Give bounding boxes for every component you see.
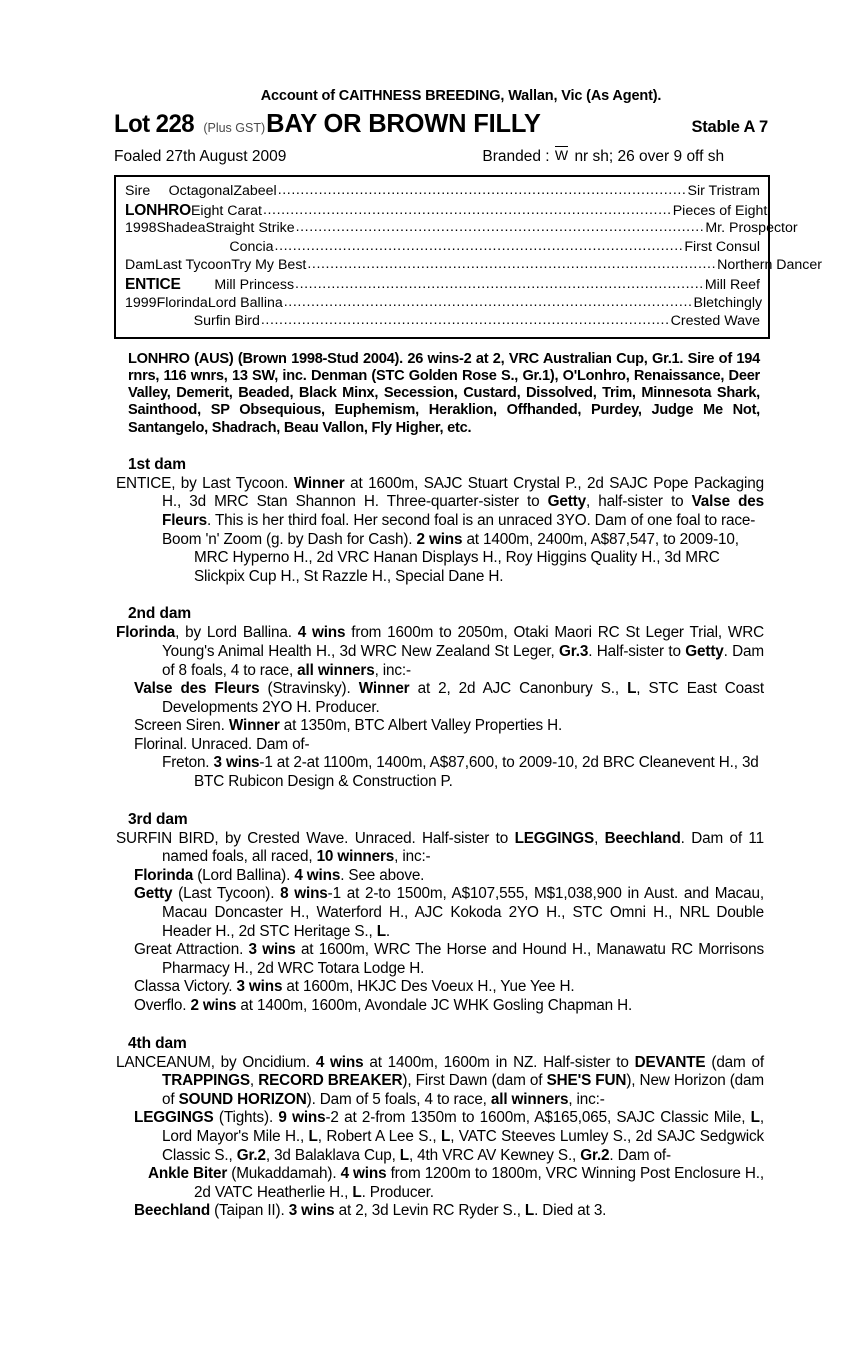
pedigree-parent-name: Shadea bbox=[156, 220, 206, 237]
gst-note: (Plus GST) bbox=[203, 121, 266, 135]
dam-block bbox=[116, 830, 764, 1016]
pedigree-entry: Screen Siren. Winner at 1350m, BTC Albert Valley Properties H. bbox=[134, 717, 563, 735]
pedigree-entry: Beechland (Taipan II). 3 wins at 2, 3d Levin RC Ryder S., L. Died at 3. bbox=[134, 1202, 607, 1220]
pedigree-row bbox=[116, 256, 823, 276]
pedigree-entry: Florinal. Unraced. Dam of- bbox=[134, 735, 310, 753]
leader-dots: .......................................................................................... bbox=[283, 293, 693, 310]
pedigree-entry: LEGGINGS (Tights). 9 wins-2 at 2-from 1350m to 1600m, A$165,065, SAJC Classic Mile, L, Lord Mayor's Mile H., L, Robert A Lee S., L, VATC Steeves Lumley S., 2d SAJC Sedgwick Classic S., Gr.2, 3d Balaklava Cup, L, 4th VRC AV Kewney S., Gr.2. Dam of- bbox=[134, 1109, 764, 1164]
leader-dots: .......................................................................................... bbox=[307, 256, 717, 273]
pedigree-entry: Freton. 3 wins-1 at 2-at 1100m, 1400m, A$87,600, to 2009-10, 2d BRC Cleanevent H., 3d BTC Rubicon Design & Construction P. bbox=[162, 754, 759, 791]
pedigree-entry: Florinda, by Lord Ballina. 4 wins from 1600m to 2050m, Otaki Maori RC St Leger Trial, WRC Young's Animal Health H., 3d WRC New Zealand St Leger, Gr.3. Half-sister to Getty. Dam of 8 foals, 4 to race, all winners, inc:- bbox=[116, 624, 765, 679]
pedigree-label: Dam bbox=[125, 257, 155, 274]
pedigree-entry: Florinda (Lord Ballina). 4 wins. See above. bbox=[134, 866, 425, 884]
dam-block bbox=[116, 475, 764, 587]
pedigree-entry: Overflo. 2 wins at 1400m, 1600m, Avondale JC WHK Gosling Chapman H. bbox=[134, 997, 633, 1015]
pedigree-grandparent-pair bbox=[208, 295, 770, 311]
pedigree-grandparent-pair bbox=[231, 257, 830, 273]
pedigree-gp-sire: Eight Carat bbox=[190, 202, 262, 219]
pedigree-entry: Valse des Fleurs (Stravinsky). Winner at 2, 2d AJC Canonbury S., L, STC East Coast Developments 2YO H. Producer. bbox=[134, 680, 765, 716]
pedigree-grandparent-pair bbox=[194, 313, 768, 329]
dam-heading: 3rd dam bbox=[128, 810, 188, 828]
pedigree-entry: SURFIN BIRD, by Crested Wave. Unraced. Half-sister to LEGGINGS, Beechland. Dam of 11 named foals, all raced, 10 winners, inc:- bbox=[116, 829, 764, 866]
pedigree-entry: Ankle Biter (Mukaddamah). 4 wins from 1200m to 1800m, VRC Winning Post Enclosure H., 2d VATC Heatherlie H., L. Producer. bbox=[148, 1165, 765, 1201]
pedigree-label: Sire bbox=[125, 183, 151, 199]
pedigree-label: 1999 bbox=[125, 294, 157, 311]
pedigree-label: 1998 bbox=[125, 220, 157, 237]
branded-detail: nr sh; 26 over 9 off sh bbox=[574, 148, 725, 165]
colour-and-sex: BAY OR BROWN FILLY bbox=[266, 110, 541, 138]
pedigree-row bbox=[116, 313, 768, 332]
pedigree-entry: Great Attraction. 3 wins at 1600m, WRC The Horse and Hound H., Manawatu RC Morrisons Pharmacy H., 2d WRC Totara Lodge H. bbox=[134, 941, 764, 977]
pedigree-gp-sire: Zabeel bbox=[233, 183, 277, 199]
pedigree-subject-name: LONHRO bbox=[125, 201, 191, 219]
pedigree-gp-sire: Straight Strike bbox=[205, 220, 295, 237]
pedigree-row bbox=[116, 202, 768, 221]
pedigree-gp-dam: Bletchingly bbox=[693, 294, 763, 311]
foaled-date: Foaled 27th August 2009 bbox=[114, 148, 287, 165]
pedigree-gp-sire: Try My Best bbox=[231, 257, 307, 274]
lot-number: Lot 228 bbox=[114, 110, 194, 138]
pedigree-row bbox=[116, 239, 768, 258]
pedigree-parent-name: Octagonal bbox=[168, 183, 234, 199]
pedigree-gp-dam: Mr. Prospector bbox=[705, 220, 798, 237]
pedigree-gp-dam: Northern Dancer bbox=[717, 257, 823, 274]
dam-block bbox=[116, 1054, 764, 1221]
branded-label: Branded : bbox=[482, 148, 550, 165]
sire-summary: LONHRO (AUS) (Brown 1998-Stud 2004). 26 wins-2 at 2, VRC Australian Cup, Gr.1. Sire of 194 rnrs, 116 wnrs, 13 SW, inc. Denman (STC Golden Rose S., Gr.1), O'Lonhro, Renaissance, Deer Valley, Demerit, Beaded, Black Minx, Secession, Custard, Dissolved, Trim, Minnesota Shark, Sainthood, SP Obsequious, Euphemism, Heraklion, Offhanded, Purdey, Judge Me Not, Santangelo, Shadrach, Beau Vallon, Fly Higher, etc. bbox=[128, 350, 760, 436]
pedigree-row bbox=[116, 219, 798, 239]
lot-header-row bbox=[114, 110, 770, 139]
foaled-and-brand-row bbox=[114, 147, 770, 166]
pedigree-gp-sire: Mill Princess bbox=[214, 276, 295, 293]
pedigree-gp-dam: Mill Reef bbox=[704, 276, 760, 293]
pedigree-row bbox=[116, 295, 768, 314]
leader-dots: .......................................................................................... bbox=[262, 201, 672, 218]
pedigree-entry: Getty (Last Tycoon). 8 wins-1 at 2-to 1500m, A$107,555, M$1,038,900 in Aust. and Macau, Macau Doncaster H., Waterford H., AJC Kokoda 2YO H., STC Omni H., NRL Double Header H., 2d STC Heritage S., L. bbox=[134, 885, 764, 940]
leader-dots: .......................................................................................... bbox=[277, 182, 687, 198]
pedigree-parent-name: Last Tycoon bbox=[154, 257, 232, 274]
pedigree-row bbox=[116, 276, 768, 295]
brand-mark-icon: W bbox=[554, 147, 569, 163]
leader-dots: .......................................................................................... bbox=[295, 219, 705, 236]
pedigree-gp-dam: Crested Wave bbox=[670, 313, 760, 330]
pedigree-entry: ENTICE, by Last Tycoon. Winner at 1600m, SAJC Stuart Crystal P., 2d SAJC Pope Packaging H., 3d MRC Stan Shannon H. Three-quarter-sister to Getty, half-sister to Valse des Fleurs. This is her third foal. Her second foal is an unraced 3YO. Dam of one foal to race- bbox=[116, 474, 764, 529]
pedigree-grandparent-pair bbox=[191, 203, 775, 219]
branded-info bbox=[482, 147, 724, 166]
pedigree-parent-name: Florinda bbox=[156, 294, 208, 311]
pedigree-entry: LANCEANUM, by Oncidium. 4 wins at 1400m, 1600m in NZ. Half-sister to DEVANTE (dam of TRAPPINGS, RECORD BREAKER), First Dawn (dam of SHE'S FUN), New Horizon (dam of SOUND HORIZON). Dam of 5 foals, 4 to race, all winners, inc:- bbox=[116, 1053, 764, 1108]
leader-dots: .......................................................................................... bbox=[260, 312, 670, 329]
pedigree-gp-dam: First Consul bbox=[684, 238, 760, 255]
pedigree-gp-dam: Sir Tristram bbox=[687, 183, 760, 199]
leader-dots: .......................................................................................... bbox=[295, 275, 704, 292]
account-line: Account of CAITHNESS BREEDING, Wallan, Vic (As Agent). bbox=[260, 88, 662, 104]
pedigree-grandparent-pair bbox=[229, 239, 768, 255]
pedigree-table bbox=[114, 175, 823, 339]
pedigree-gp-sire: Concia bbox=[229, 238, 274, 255]
dam-block bbox=[116, 624, 764, 791]
dam-heading: 2nd dam bbox=[128, 605, 192, 623]
pedigree-gp-dam: Pieces of Eight bbox=[672, 202, 768, 219]
pedigree-gp-sire: Surfin Bird bbox=[193, 313, 260, 330]
dam-heading: 1st dam bbox=[128, 455, 186, 473]
pedigree-entry: Classa Victory. 3 wins at 1600m, HKJC Des Voeux H., Yue Yee H. bbox=[134, 978, 575, 996]
pedigree-gp-sire: Lord Ballina bbox=[207, 294, 283, 311]
pedigree-grandparent-pair bbox=[214, 277, 768, 293]
pedigree-subject-name: ENTICE bbox=[125, 275, 181, 293]
leader-dots: .......................................................................................... bbox=[274, 237, 684, 254]
pedigree-row bbox=[116, 183, 768, 202]
stable-label: Stable A 7 bbox=[691, 118, 768, 136]
dam-sections bbox=[114, 456, 770, 1221]
dam-heading: 4th dam bbox=[128, 1034, 187, 1052]
pedigree-grandparent-pair bbox=[205, 220, 805, 236]
pedigree-grandparent-pair bbox=[233, 183, 768, 199]
pedigree-entry: Boom 'n' Zoom (g. by Dash for Cash). 2 wins at 1400m, 2400m, A$87,547, to 2009-10, MRC Hyperno H., 2d VRC Hanan Displays H., Roy Higgins Quality H., 3d MRC Slickpix Cup H., St Razzle H., Special Dane H. bbox=[162, 530, 739, 585]
